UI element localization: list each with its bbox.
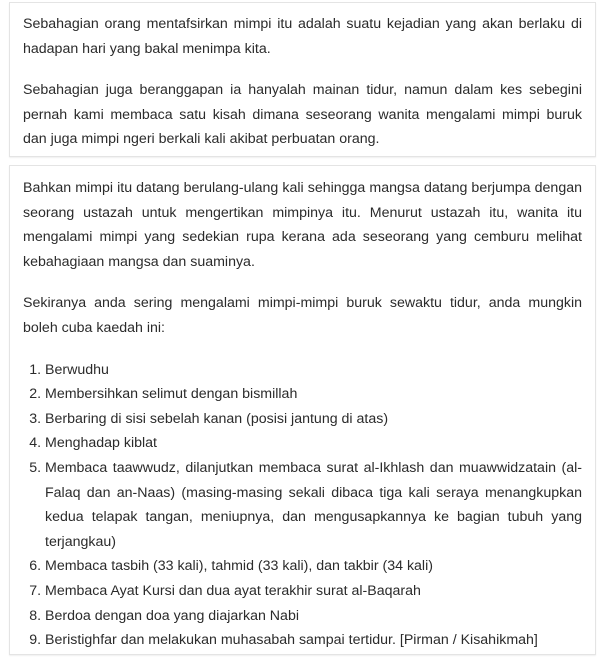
intro-paragraph-2: Sebahagian juga beranggapan ia hanyalah mainan tidur, namun dalam kes sebegini pernah kami membaca satu kisah dimana seseorang wanita mengalami mimpi buruk dan juga mimpi ngeri berkali kali akibat perbuatan orang. bbox=[23, 82, 582, 148]
steps-list-item: 4. Menghadap kiblat bbox=[45, 431, 582, 456]
paragraph-spacer bbox=[23, 61, 582, 78]
story-paragraph: Bahkan mimpi itu datang berulang-ulang kali sehingga mangsa datang berjumpa dengan seorang ustazah untuk mengertikan mimpinya itu. Menurut ustazah itu, wanita itu mengalami mimpi yang sedekian rupa kerana ada seseorang yang cemburu melihat kebahagiaan mangsa dan suaminya. bbox=[23, 180, 582, 270]
card-intro-content bbox=[23, 12, 582, 152]
steps-list-item: 5. Membaca taawwudz, dilanjutkan membaca surat al-Ikhlash dan muawwidzatain (al-Falaq dan an-Naas) (masing-masing sekali dibaca tiga kali seraya menangkupkan kedua telapak tangan, meniupnya, dan mengusapkannya ke bagian tubuh yang terjangkau) bbox=[45, 456, 582, 554]
article-card-steps bbox=[9, 165, 596, 655]
paragraph-spacer bbox=[23, 274, 582, 291]
steps-list-item: 6. Membaca tasbih (33 kali), tahmid (33 kali), dan takbir (34 kali) bbox=[45, 554, 582, 579]
card-steps-content bbox=[23, 176, 582, 653]
steps-list-item: 9. Beristighfar dan melakukan muhasabah sampai tertidur. [Pirman / Kisahikmah] bbox=[45, 628, 582, 653]
steps-list-item: 1. Berwudhu bbox=[45, 358, 582, 383]
paragraph-spacer bbox=[23, 341, 582, 358]
steps-list-item: 8. Berdoa dengan doa yang diajarkan Nabi bbox=[45, 604, 582, 629]
steps-list bbox=[23, 358, 582, 653]
intro-paragraph-1: Sebahagian orang mentafsirkan mimpi itu adalah suatu kejadian yang akan berlaku di hadapan hari yang bakal menimpa kita. bbox=[23, 16, 582, 57]
steps-list-item: 2. Membersihkan selimut dengan bismillah bbox=[45, 382, 582, 407]
steps-list-item: 3. Berbaring di sisi sebelah kanan (posisi jantung di atas) bbox=[45, 407, 582, 432]
steps-list-item: 7. Membaca Ayat Kursi dan dua ayat terakhir surat al-Baqarah bbox=[45, 579, 582, 604]
article-card-intro bbox=[9, 2, 596, 157]
steps-intro-paragraph: Sekiranya anda sering mengalami mimpi-mimpi buruk sewaktu tidur, anda mungkin boleh cuba kaedah ini: bbox=[23, 295, 582, 336]
